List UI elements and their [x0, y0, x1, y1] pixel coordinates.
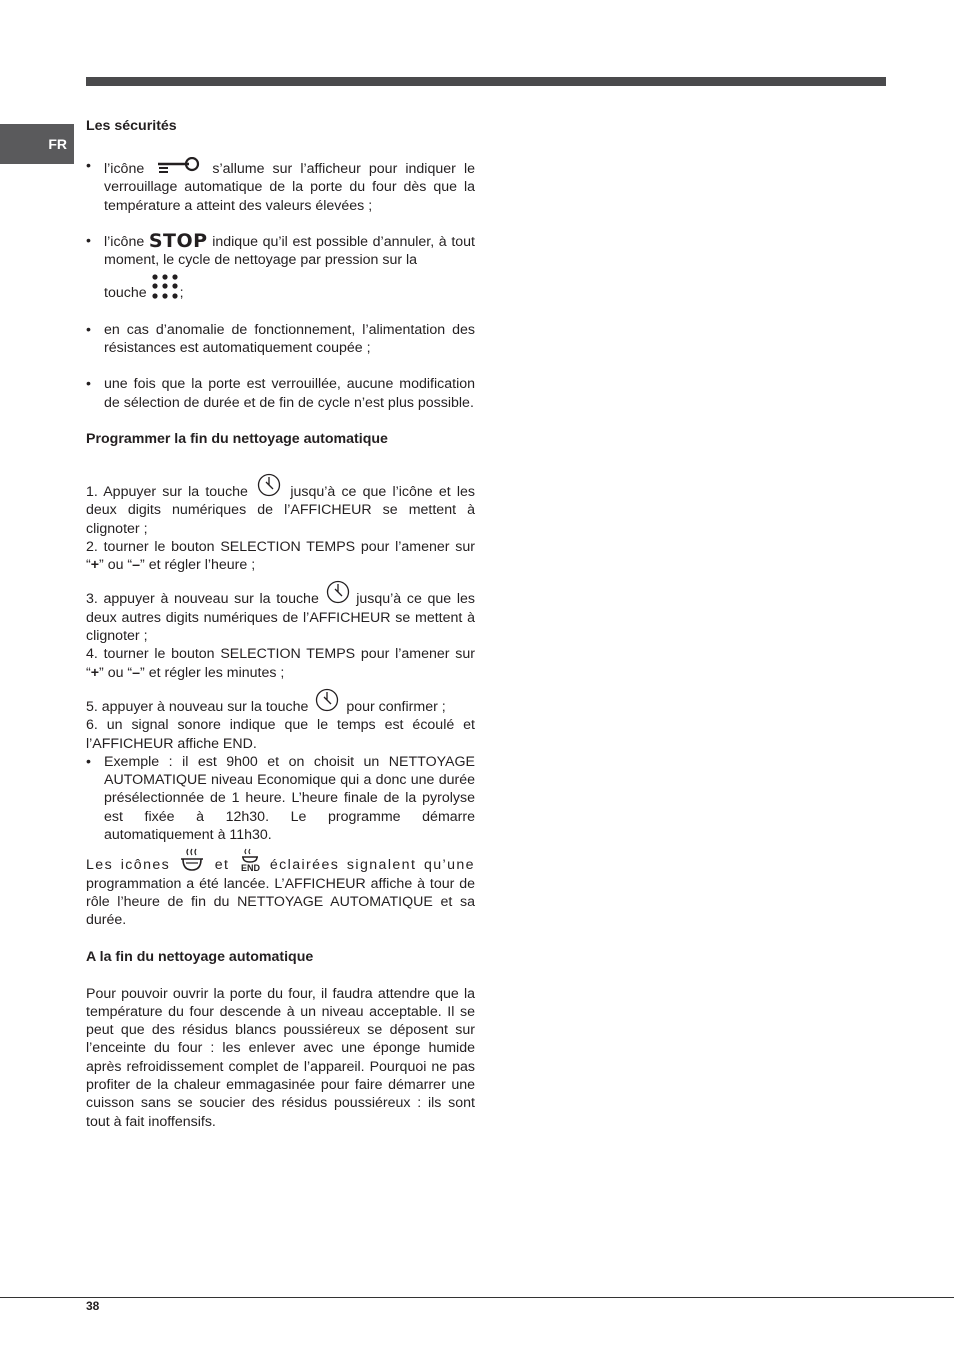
text: jusqu’à ce que les deux autres digits numériques de l’AFFICHEUR se mettent à clignoter ; [86, 591, 475, 645]
text: 1. Appuyer sur la touche [86, 483, 248, 500]
bullet-dot: • [86, 158, 91, 174]
text: une fois que la porte est verrouillée, aucune modification de sélection de durée et de fin de cycle n’est plus possible. [104, 376, 475, 411]
text: et [214, 857, 230, 874]
step-1 [86, 473, 475, 538]
text: pour confirmer ; [346, 698, 446, 715]
section-heading-securites: Les sécurités [86, 118, 177, 134]
end-label: END [240, 863, 260, 873]
plus-sign: + [90, 664, 100, 681]
text: ” et régler l’heure ; [140, 557, 256, 574]
cleaning-pot-icon [179, 848, 205, 872]
text: ” ou “ [99, 664, 133, 681]
clock-key-icon [257, 473, 281, 497]
section-heading-programmer: Programmer la fin du nettoyage automatique [86, 430, 388, 447]
bullet-anomalie [86, 321, 475, 358]
text: Exemple : il est 9h00 et on choisit un NETTOYAGE AUTOMATIQUE niveau Economique qui a donc une durée présélectionnée de 1 heure. L’heure finale de la pyrolyse est fixée à 12h30. Le programme démarre automatiquement à 11h30. [104, 753, 475, 844]
header-rule [86, 77, 886, 86]
text: en cas d’anomalie de fonctionnement, l’alimentation des résistances est automatiquement coupée ; [104, 321, 475, 357]
text: indique qu’il est possible d’annuler, à tout moment, le cycle de nettoyage par pression sur la [104, 233, 475, 269]
bullet-dot: • [86, 321, 91, 338]
language-tab [0, 124, 74, 164]
text: jusqu’à ce que l’icône et les deux digits numériques de l’AFFICHEUR se mettent à clignoter ; [86, 483, 476, 537]
text: ” et régler les minutes ; [140, 664, 285, 681]
text: 3. appuyer à nouveau sur la touche [86, 591, 319, 608]
plus-sign: + [90, 557, 100, 574]
bullet-verrouillee [86, 375, 475, 412]
text: ” ou “ [99, 557, 133, 574]
minus-sign: – [132, 557, 141, 574]
section-heading-fin: A la fin du nettoyage automatique [86, 948, 314, 965]
text: 4. tourner le bouton SELECTION TEMPS pour l’amener sur “ [86, 646, 475, 681]
text: s’allume sur l’afficheur pour indiquer le verrouillage automatique de la porte du four dès que la température a atteint des valeurs élevées ; [104, 161, 475, 214]
text: touche [104, 285, 147, 302]
text: 5. appuyer à nouveau sur la touche [86, 698, 309, 715]
bullet-stop [86, 229, 475, 303]
end-pot-icon [239, 848, 261, 872]
clock-key-icon [326, 580, 350, 604]
clock-key-icon [315, 688, 339, 712]
fin-body: Pour pouvoir ouvrir la porte du four, il faudra attendre que la température du four descende à un niveau acceptable. Il se peut que des résidus blancs poussiéreux se déposent sur l’enceinte du four : les enlever avec une éponge humide après refroidissement complet de l’appareil. Pourquoi ne pas profiter de la chaleur emmagasinée pour faire démarrer une cuisson sans se soucier des résidus poussiéreux : ils sont tout à fait inoffensifs. [86, 985, 475, 1130]
six-dots-key-icon [151, 273, 180, 300]
lock-key-icon [156, 157, 200, 175]
step-6: 6. un signal sonore indique que le temps est écoulé et l’AFFICHEUR affiche END. [86, 717, 475, 752]
text: l’icône [104, 233, 145, 250]
bullet-dot: • [86, 232, 91, 249]
text: ; [179, 285, 184, 302]
step-5 [86, 688, 475, 716]
bullet-exemple [86, 753, 475, 844]
bullet-dot: • [86, 753, 91, 770]
stop-icon: STOP [148, 229, 208, 252]
text: l’icône [104, 161, 145, 177]
icons-paragraph [86, 848, 475, 929]
page-content [86, 117, 475, 1131]
step-4 [86, 645, 475, 682]
footer-rule [0, 1297, 954, 1298]
text: éclairées signalent qu’une [269, 857, 475, 874]
bullet-dot: • [86, 376, 91, 393]
step-2 [86, 538, 475, 575]
step-3 [86, 580, 475, 645]
bullet-lock [86, 157, 475, 215]
text: Les icônes [86, 857, 171, 874]
minus-sign: – [132, 664, 141, 681]
language-label: FR [48, 135, 67, 152]
text: 2. tourner le bouton SELECTION TEMPS pour l’amener sur “ [86, 538, 475, 574]
text: programmation a été lancée. L’AFFICHEUR affiche à tour de rôle l’heure de fin du NETTOYAGE AUTOMATIQUE et sa durée. [86, 875, 475, 929]
touche-line [104, 273, 475, 302]
page-number: 38 [86, 1299, 100, 1313]
